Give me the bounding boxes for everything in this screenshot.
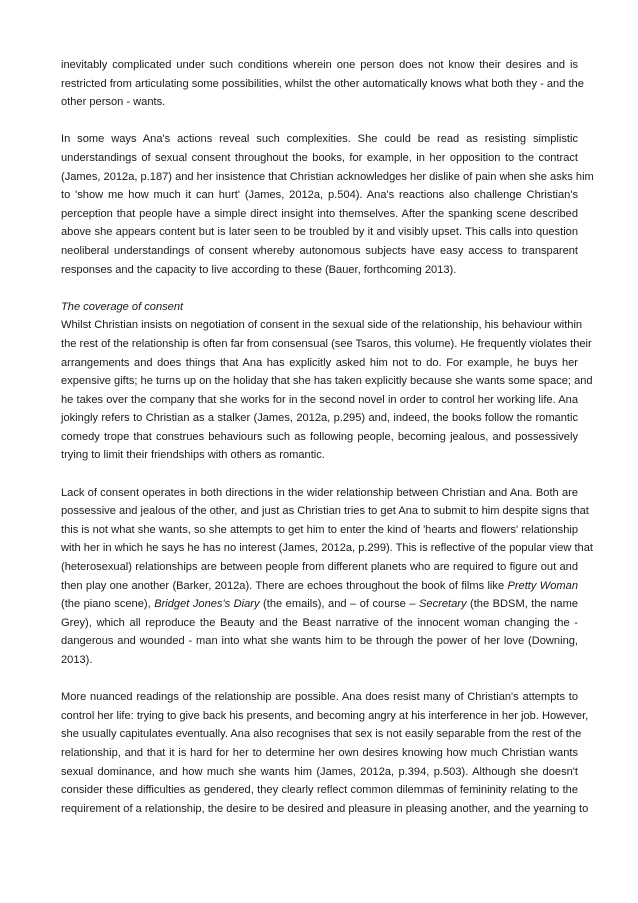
text-line: In some ways Ana's actions reveal such complexities. She could be read as resisting simplistic — [61, 133, 578, 146]
text-line: with her in which he says he has no interest (James, 2012a, p.299). This is reflective of the popular view that — [61, 542, 593, 555]
paragraph-nuanced-readings — [61, 688, 589, 818]
text-line: arrangements and does things that Ana has explicitly asked him not to do. For example, he buys her — [61, 356, 578, 369]
text-line: understandings of sexual consent throughout the books, for example, in her opposition to the contract — [61, 151, 578, 164]
film-title: Pretty Woman — [507, 579, 578, 592]
text-line: other person - wants. — [61, 96, 166, 109]
text-line: comedy trope that construes behaviours such as following people, becoming jealous, and possessively — [61, 430, 578, 443]
text-line: (heterosexual) relationships are between people from different planets who are required to figure out and — [61, 561, 578, 574]
text-line: Lack of consent operates in both directions in the wider relationship between Christian and Ana. Both are — [61, 486, 578, 499]
paragraph-christian-behaviour — [61, 316, 593, 465]
section-heading: The coverage of consent — [61, 300, 184, 313]
text-line: the rest of the relationship is often far from consensual (see Tsaros, this volume). He frequently violates their — [61, 337, 592, 350]
text-line: 2013). — [61, 654, 93, 666]
text-line: she usually capitulates eventually. Ana also recognises that sex is not easily separable from the rest of the — [61, 728, 582, 741]
text-line: inevitably complicated under such conditions wherein one person does not know their desires and is — [61, 59, 578, 71]
text-line: sexual dominance, and how much she wants him (James, 2012a, p.394, p.503). Although she doesn't — [61, 765, 578, 778]
text-line: expensive gifts; he turns up on the holiday that she has taken explicitly because she wants some space; and — [61, 375, 593, 388]
film-title: Secretary — [419, 598, 467, 611]
text-line: this is not what she wants, so she attempts to get him to enter the kind of 'hearts and flowers' relationship — [61, 523, 578, 536]
text-line: (James, 2012a, p.187) and her insistence that Christian acknowledges her dislike of pain when she asks him — [61, 170, 594, 183]
text-line: trying to limit their friendships with others as romantic. — [61, 449, 325, 462]
text-line: above she appears content but is later seen to be troubled by it and visibly upset. This calls into question — [61, 226, 578, 239]
text-line: to 'show me how much it can hurt' (James, 2012a, p.504). Ana's reactions also challenge Christian's — [61, 189, 578, 202]
text-line: then play one another (Barker, 2012a). There are echoes throughout the book of films like Pretty Woman — [61, 579, 578, 592]
text-line: neoliberal understandings of consent whereby autonomous subjects have easy access to transparent — [61, 244, 578, 257]
text-line: (the piano scene), Bridget Jones's Diary (the emails), and – of course – Secretary (the BDSM, the name — [61, 598, 578, 611]
text-line: he takes over the company that she works for in the second novel in order to control her working life. Ana — [61, 393, 578, 406]
text-line: consider these difficulties as gendered, they clearly reflect common dilemmas of femininity relating to the — [61, 784, 578, 797]
document-page — [61, 56, 594, 818]
text-line: responses and the capacity to live according to these (Bauer, forthcoming 2013). — [61, 263, 457, 276]
text-line: relationship, and that it is hard for her to determine her own desires knowing how much Christian wants — [61, 746, 578, 759]
text-line: restricted from articulating some possibilities, whilst the other automatically knows what both they - and the — [61, 77, 584, 90]
paragraph-continuation — [61, 56, 584, 112]
paragraph-ana-actions — [61, 130, 594, 279]
film-title: Bridget Jones's Diary — [154, 598, 260, 611]
text-line: More nuanced readings of the relationship are possible. Ana does resist many of Christian's attempts to — [61, 691, 578, 704]
text-line: jokingly refers to Christian as a stalker (James, 2012a, p.295) and, indeed, the books follow the romantic — [61, 412, 578, 425]
text-line: dangerous and wounded - man into what she wants him to be through the power of her love (Downing, — [61, 635, 578, 648]
text-line: Grey), which all reproduce the Beauty and the Beast narrative of the innocent woman changing the - — [61, 616, 578, 629]
paragraph-lack-of-consent — [61, 484, 593, 670]
text-line: control her life: trying to give back his presents, and becoming angry at his interference in her job. However, — [61, 709, 589, 722]
text-line: perception that people have a simple direct insight into themselves. After the spanking scene described — [61, 207, 578, 220]
text-line: requirement of a relationship, the desire to be desired and pleasure in pleasing another, and the yearning to — [61, 802, 589, 815]
text-line: Whilst Christian insists on negotiation of consent in the sexual side of the relationship, his behaviour within — [61, 319, 583, 332]
text-line: possessive and jealous of the other, and just as Christian tries to get Ana to submit to him despite signs that — [61, 505, 589, 518]
